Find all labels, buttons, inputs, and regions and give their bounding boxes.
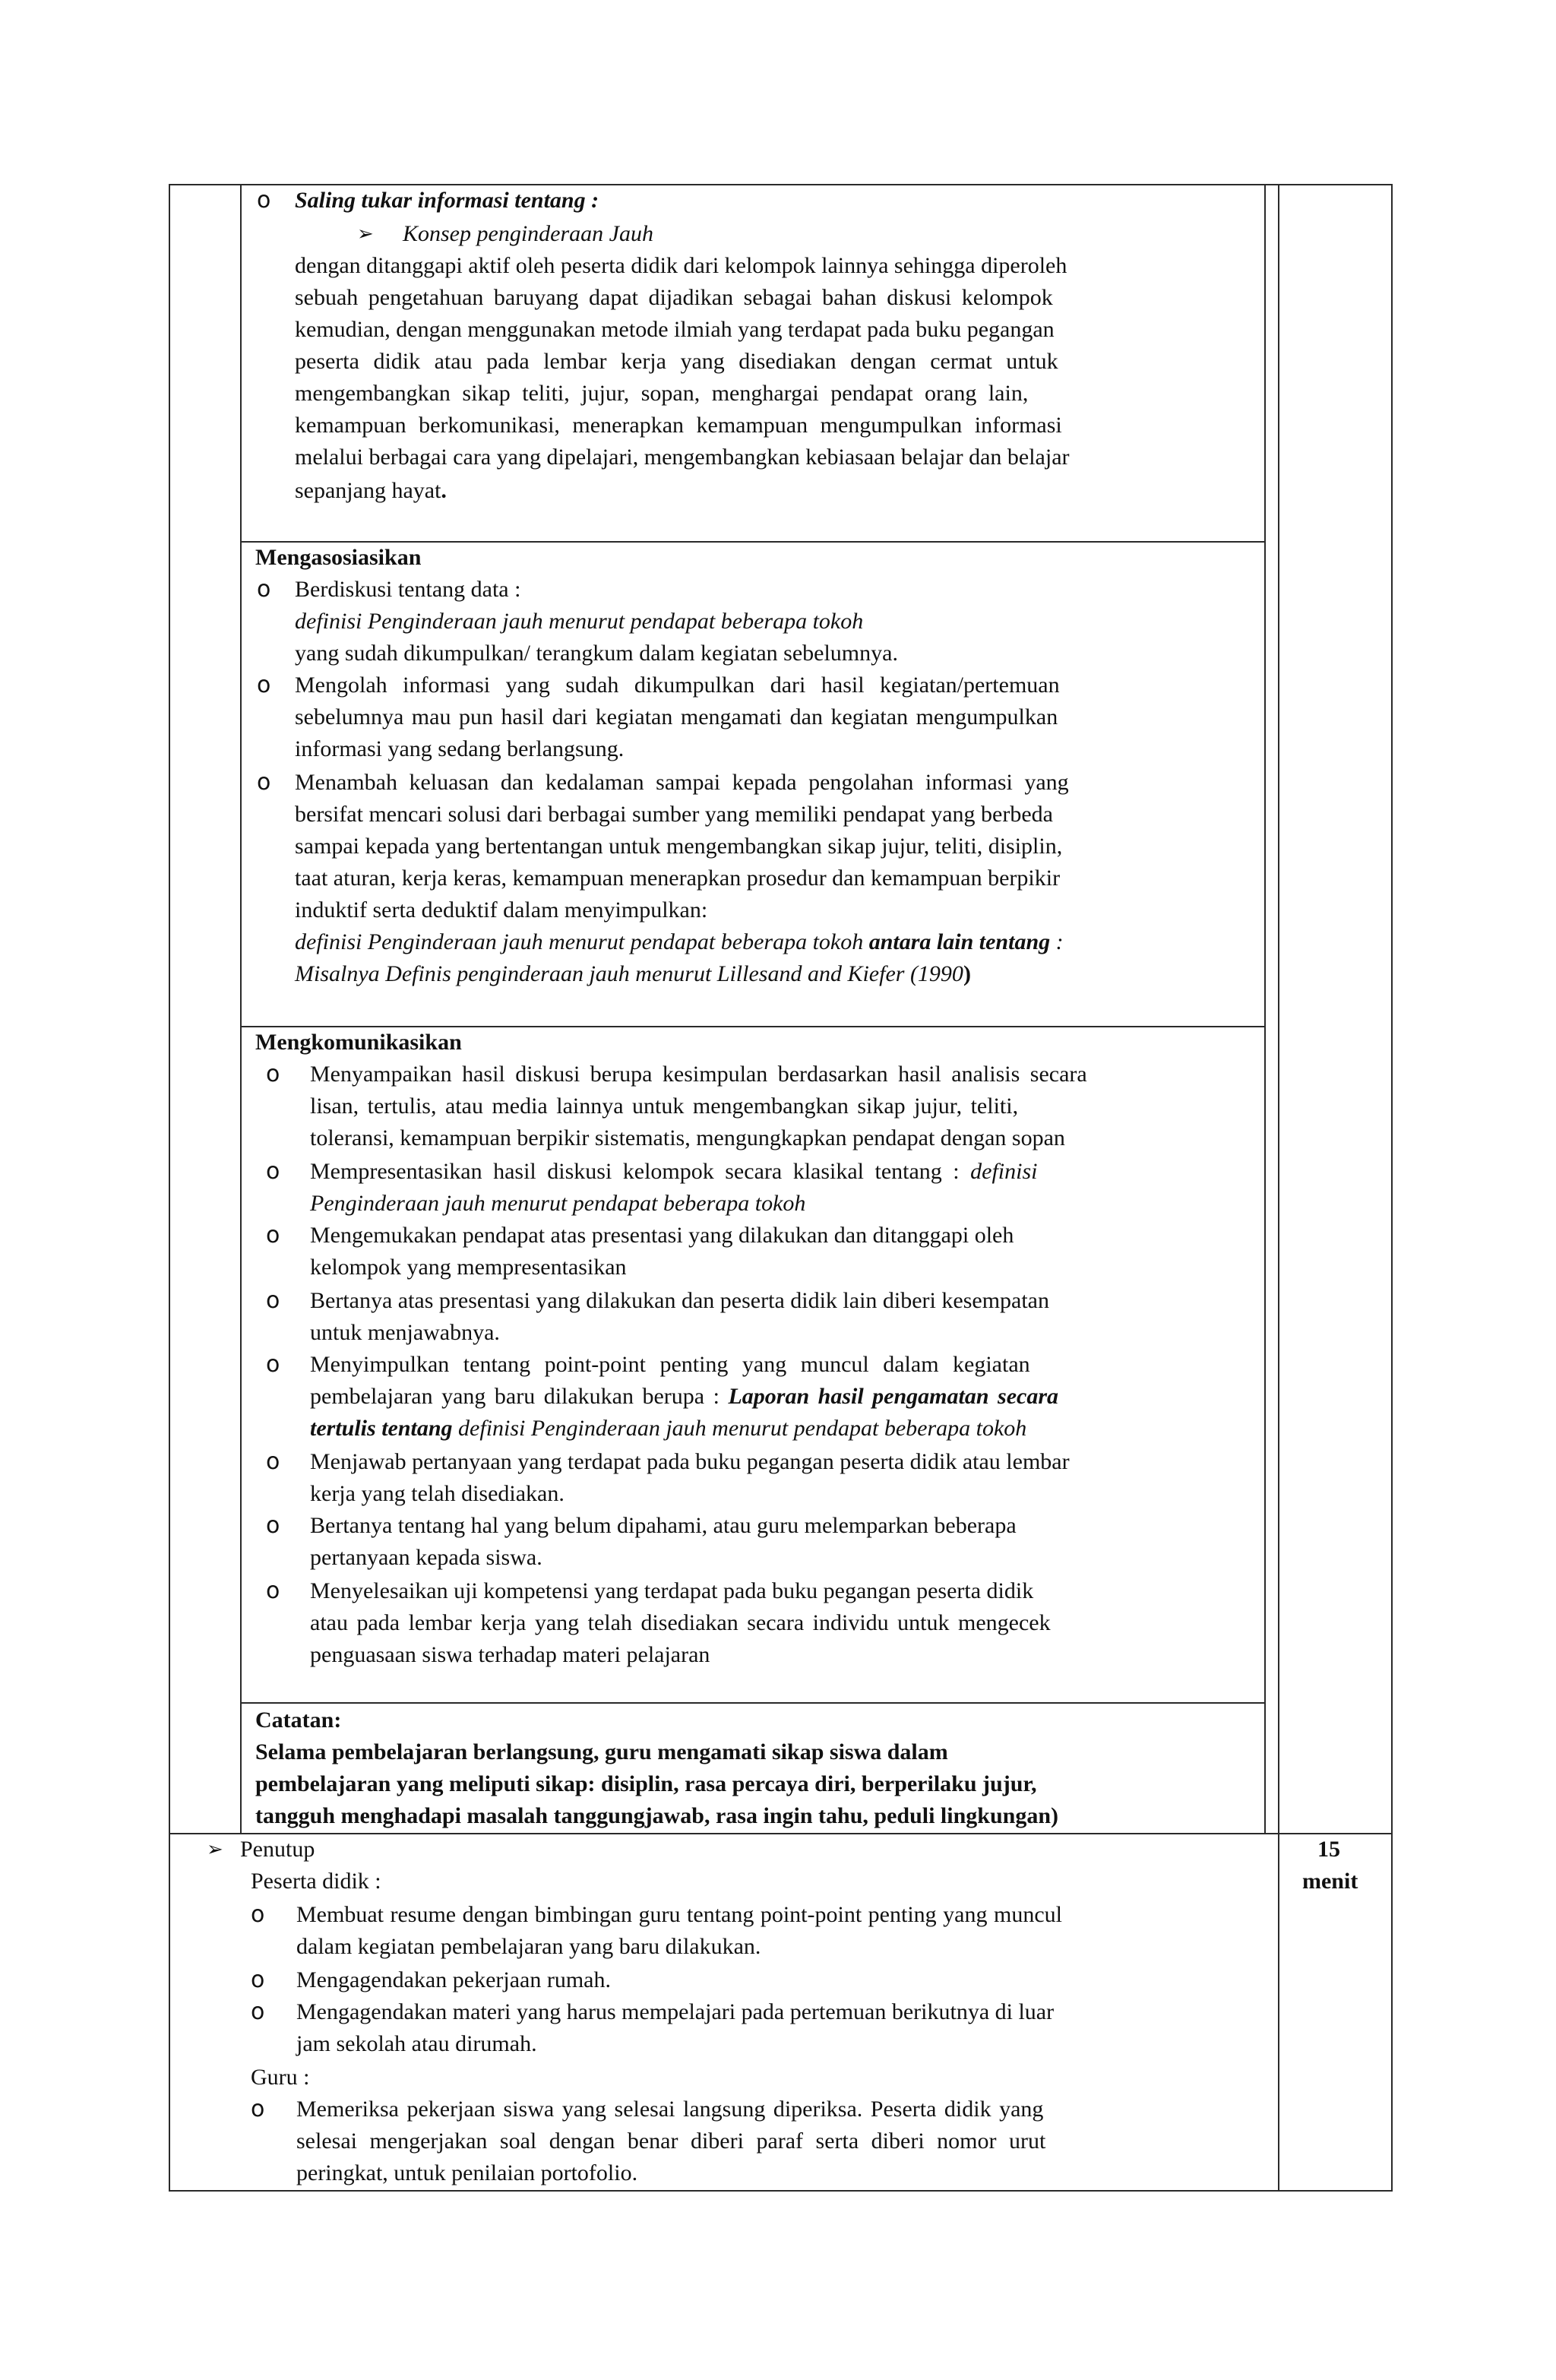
bullet-marker: o [266, 1351, 280, 1378]
list-item: Berdiskusi tentang data : [295, 577, 521, 602]
bullet-marker: o [266, 1287, 280, 1314]
inner-box-right [1264, 184, 1266, 1834]
list-item-line: Mengagendakan materi yang harus mempelajari pada pertemuan berikutnya di luar [296, 1999, 1055, 2024]
list-item-line: pertanyaan kepada siswa. [310, 1545, 542, 1570]
list-item-line: Menambah keluasan dan kedalaman sampai kepada pengolahan informasi yang [295, 770, 1069, 795]
bullet-marker: o [257, 187, 271, 214]
list-item-line: taat aturan, kerja keras, kemampuan menerapkan prosedur dan kemampuan berpikir [295, 866, 1061, 891]
block1-sub: Konsep penginderaan Jauh [403, 221, 653, 246]
arrow-icon: ➢ [357, 223, 374, 245]
block1-line: mengembangkan sikap teliti, jujur, sopan, menghargai pendapat orang lain, [295, 381, 1029, 406]
list-item-line: dalam kegiatan pembelajaran yang baru dilakukan. [296, 1934, 761, 1959]
list-item-line: Menyimpulkan tentang point-point penting yang muncul dalam kegiatan [310, 1352, 1030, 1377]
bullet-marker: o [257, 672, 271, 698]
section-title-mengasosiasikan: Mengasosiasikan [255, 545, 422, 570]
row-divider-3 [240, 1702, 1266, 1704]
list-item-line: lisan, tertulis, atau media lainnya untuk mengembangkan sikap jujur, teliti, [310, 1093, 1019, 1119]
bullet-marker: o [266, 1512, 280, 1539]
guru-label: Guru : [251, 2065, 310, 2090]
list-item-mixed: tertulis tentang definisi Penginderaan jauh menurut pendapat beberapa tokoh [310, 1416, 1027, 1441]
list-item-mixed: definisi Penginderaan jauh menurut pendapat beberapa tokoh antara lain tentang : [295, 929, 1064, 954]
table-border-bottom [169, 2190, 1393, 2192]
list-item-line: Menyelesaikan uji kompetensi yang terdapat pada buku pegangan peserta didik [310, 1578, 1034, 1603]
block1-line: sebuah pengetahuan baruyang dapat dijadikan sebagai bahan diskusi kelompok [295, 285, 1053, 310]
bullet-marker: o [251, 2096, 265, 2122]
list-item-italic: definisi Penginderaan jauh menurut pendapat beberapa tokoh [295, 609, 864, 634]
list-item-line: Membuat resume dengan bimbingan guru tentang point-point penting yang muncul [296, 1902, 1062, 1927]
list-item-line: kerja yang telah disediakan. [310, 1481, 565, 1506]
row-divider-1 [240, 541, 1266, 543]
catatan-title: Catatan: [255, 1707, 342, 1733]
list-item-line: Mengagendakan pekerjaan rumah. [296, 1967, 611, 1992]
catatan-line: pembelajaran yang meliputi sikap: disiplin, rasa percaya diri, berperilaku jujur, [255, 1771, 1037, 1796]
block1-last-line: sepanjang hayat. [295, 478, 447, 503]
penutup-title: Penutup [240, 1837, 315, 1862]
list-item-italic: Penginderaan jauh menurut pendapat beberapa tokoh [310, 1191, 806, 1216]
list-item-line: sebelumnya mau pun hasil dari kegiatan mengamati dan kegiatan mengumpulkan [295, 704, 1058, 730]
list-item-line: penguasaan siswa terhadap materi pelajaran [310, 1642, 710, 1667]
table-border-left [169, 184, 170, 2192]
arrow-icon: ➢ [207, 1838, 223, 1861]
list-item-line: informasi yang sedang berlangsung. [295, 736, 625, 761]
peserta-label: Peserta didik : [251, 1869, 381, 1894]
column-divider-time [1278, 184, 1279, 2192]
catatan-line: Selama pembelajaran berlangsung, guru mengamati sikap siswa dalam [255, 1739, 948, 1764]
list-item-line: bersifat mencari solusi dari berbagai sumber yang memiliki pendapat yang berbeda [295, 802, 1053, 827]
block1-line: kemampuan berkomunikasi, menerapkan kemampuan mengumpulkan informasi [295, 413, 1062, 438]
inner-box-left [240, 184, 242, 1834]
section-title-mengkomunikasikan: Mengkomunikasikan [255, 1030, 462, 1055]
bullet-marker: o [257, 576, 271, 603]
list-item-mixed: Misalnya Definis penginderaan jauh menurut Lillesand and Kiefer (1990) [295, 961, 971, 986]
block1-line: dengan ditanggapi aktif oleh peserta didik dari kelompok lainnya sehingga diperoleh [295, 253, 1067, 278]
block1-line: kemudian, dengan menggunakan metode ilmiah yang terdapat pada buku pegangan [295, 317, 1055, 342]
list-item-line: Menjawab pertanyaan yang terdapat pada buku pegangan peserta didik atau lembar [310, 1449, 1070, 1474]
list-item-line: untuk menjawabnya. [310, 1320, 500, 1345]
block1-heading: Saling tukar informasi tentang : [295, 188, 599, 213]
bullet-marker: o [257, 769, 271, 796]
list-item-tail: yang sudah dikumpulkan/ terangkum dalam kegiatan sebelumnya. [295, 641, 898, 666]
table-border-top [169, 184, 1393, 185]
time-value: 15 [1317, 1837, 1340, 1862]
block1-line: melalui berbagai cara yang dipelajari, mengembangkan kebiasaan belajar dan belajar [295, 445, 1070, 470]
bullet-marker: o [266, 1222, 280, 1249]
row-divider-penutup [169, 1833, 1393, 1834]
list-item-line: Bertanya atas presentasi yang dilakukan dan peserta didik lain diberi kesempatan [310, 1288, 1049, 1313]
bullet-marker: o [266, 1448, 280, 1475]
bullet-marker: o [266, 1578, 280, 1604]
block1-line: peserta didik atau pada lembar kerja yang disediakan dengan cermat untuk [295, 349, 1058, 374]
catatan-line: tangguh menghadapi masalah tanggungjawab, rasa ingin tahu, peduli lingkungan) [255, 1803, 1059, 1828]
list-item-line: atau pada lembar kerja yang telah disediakan secara individu untuk mengecek [310, 1610, 1051, 1635]
list-item-line: Memeriksa pekerjaan siswa yang selesai langsung diperiksa. Peserta didik yang [296, 2097, 1044, 2122]
bullet-marker: o [266, 1061, 280, 1087]
list-item-line: jam sekolah atau dirumah. [296, 2031, 537, 2056]
list-item-line: selesai mengerjakan soal dengan benar diberi paraf serta diberi nomor urut [296, 2128, 1046, 2154]
time-unit: menit [1302, 1869, 1358, 1894]
list-item-line: toleransi, kemampuan berpikir sistematis, mengungkapkan pendapat dengan sopan [310, 1125, 1065, 1150]
list-item-line: sampai kepada yang bertentangan untuk mengembangkan sikap jujur, teliti, disiplin, [295, 834, 1063, 859]
bullet-marker: o [251, 1999, 265, 2025]
list-item-line: Menyampaikan hasil diskusi berupa kesimpulan berdasarkan hasil analisis secara [310, 1062, 1087, 1087]
list-item-line: kelompok yang mempresentasikan [310, 1255, 627, 1280]
bullet-marker: o [266, 1158, 280, 1185]
list-item-line: induktif serta deduktif dalam menyimpulkan: [295, 897, 708, 923]
list-item-line: Mengolah informasi yang sudah dikumpulkan dari hasil kegiatan/pertemuan [295, 673, 1060, 698]
list-item-line: Bertanya tentang hal yang belum dipahami, atau guru melemparkan beberapa [310, 1513, 1017, 1538]
bullet-marker: o [251, 1967, 265, 1993]
row-divider-2 [240, 1026, 1266, 1027]
list-item-mixed: Mempresentasikan hasil diskusi kelompok secara klasikal tentang : definisi [310, 1159, 1038, 1184]
list-item-line: Mengemukakan pendapat atas presentasi yang dilakukan dan ditanggapi oleh [310, 1223, 1014, 1248]
list-item-mixed: pembelajaran yang baru dilakukan berupa : Laporan hasil pengamatan secara [310, 1384, 1059, 1409]
bullet-marker: o [251, 1901, 265, 1928]
table-border-right [1391, 184, 1393, 2192]
list-item-line: peringkat, untuk penilaian portofolio. [296, 2160, 638, 2185]
